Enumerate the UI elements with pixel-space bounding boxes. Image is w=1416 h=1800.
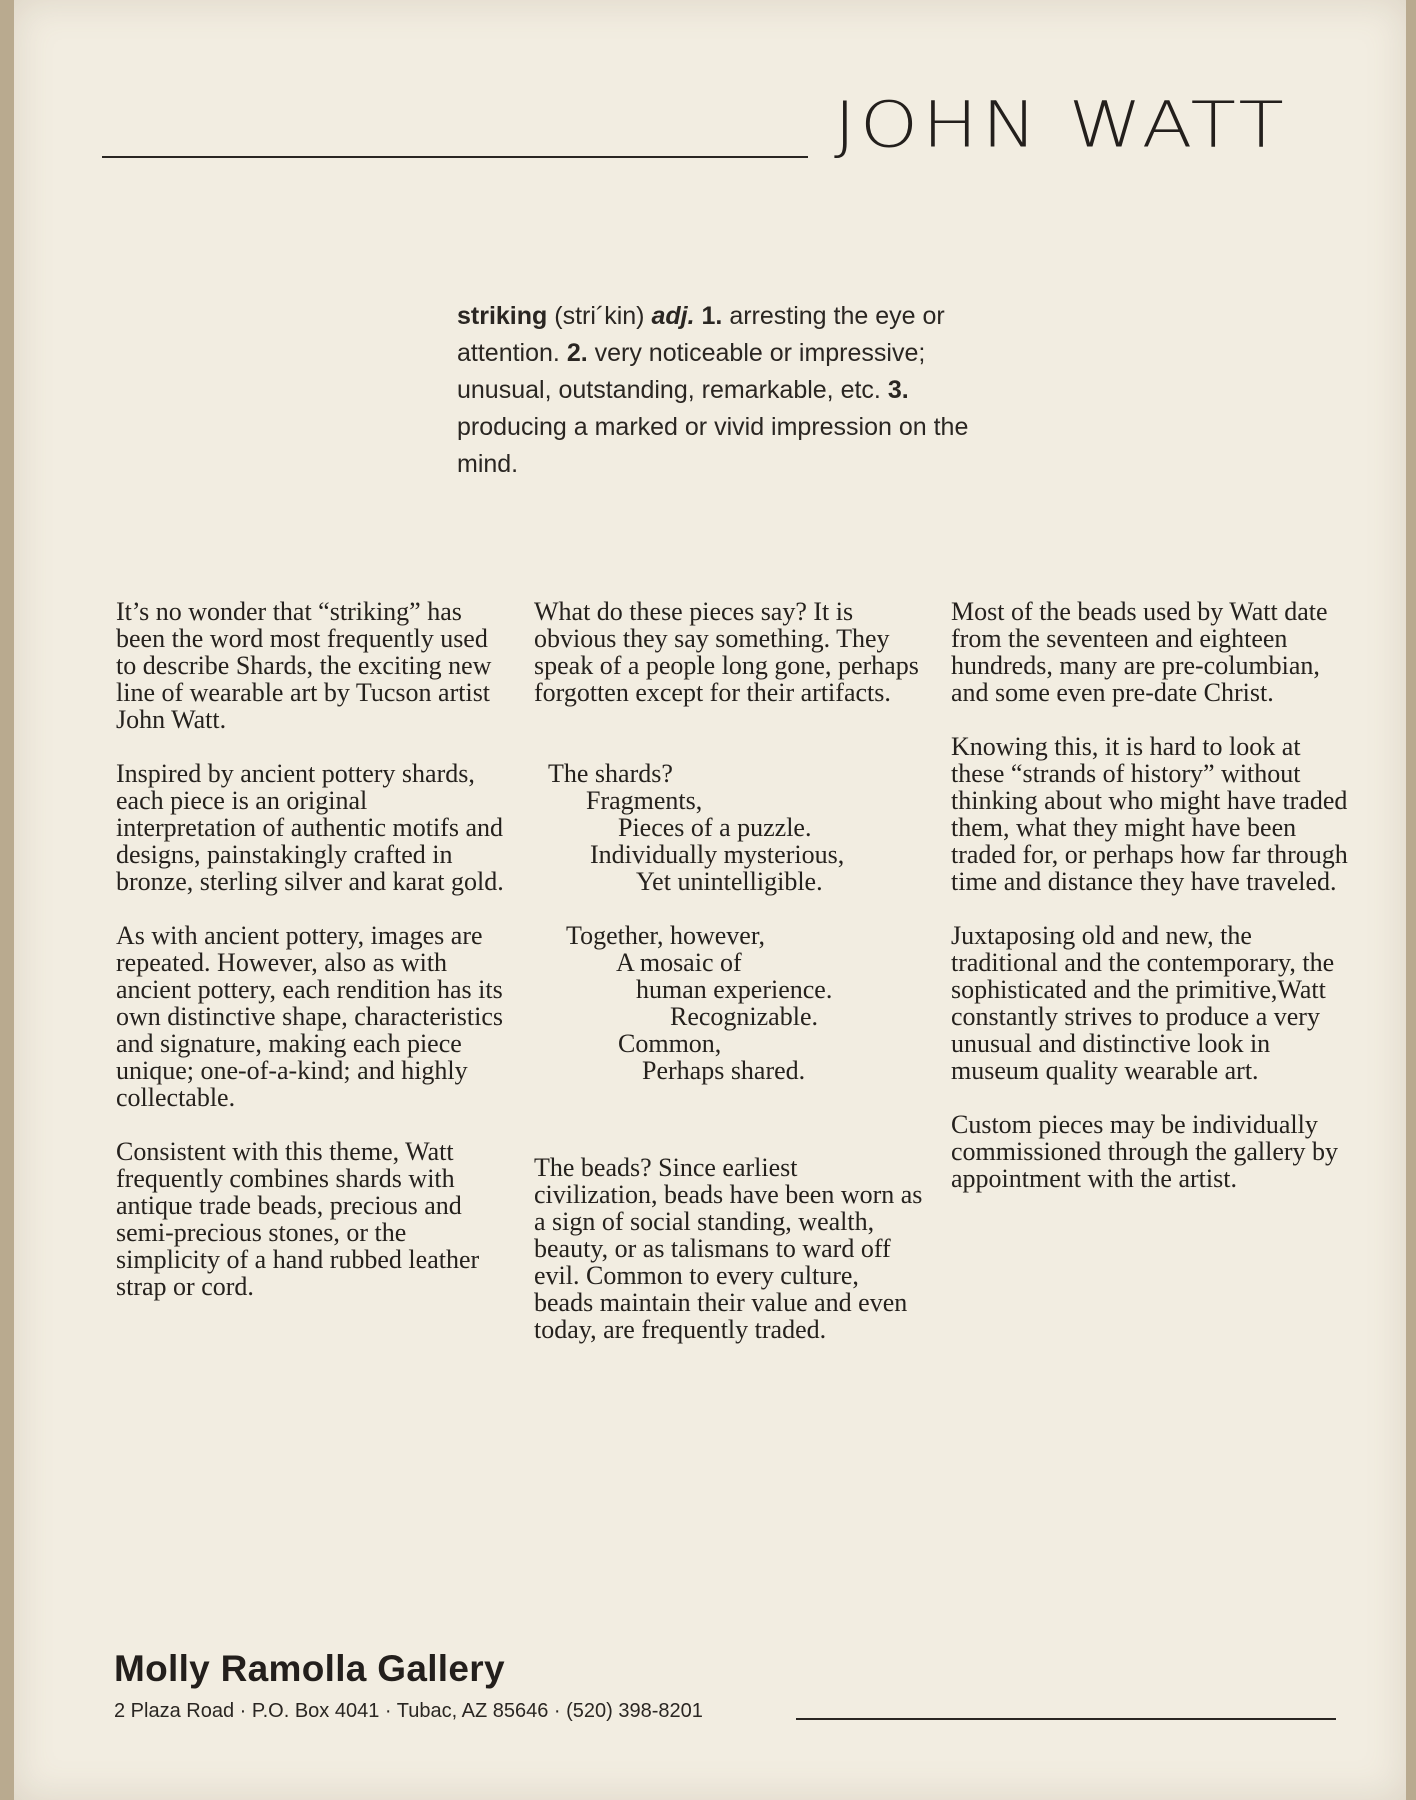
poem-line: Pieces of a puzzle. xyxy=(618,813,812,842)
poem-line: human experience. xyxy=(636,975,833,1004)
poem-line: Yet unintelligible. xyxy=(636,867,823,896)
paragraph-consistent: Consistent with this theme, Watt frequently combines shards with antique trade beads, precious and semi-precious stones, or the simplicity of a hand rubbed leather strap or cord. xyxy=(116,1137,480,1301)
poem-together xyxy=(534,922,924,1084)
definition-pronunciation: (stri´kin) xyxy=(554,302,645,330)
header-rule xyxy=(102,156,808,158)
poem-line: Common, xyxy=(618,1029,722,1058)
poem-line: Perhaps shared. xyxy=(642,1056,806,1085)
definition-sense-1: arresting the eye or attention. xyxy=(457,302,945,367)
paragraph-inspired: Inspired by ancient pottery shards, each piece is an original interpretation of authentic motifs and designs, painstakingly crafted in bronze, sterling silver and karat gold. xyxy=(116,759,504,896)
gallery-address: 2 Plaza Road · P.O. Box 4041 · Tubac, AZ 85646 · (520) 398-8201 xyxy=(114,1700,703,1722)
definition-number-2: 2. xyxy=(566,339,588,367)
poem-line: The shards? xyxy=(548,759,673,788)
column-right xyxy=(951,598,1351,1219)
poem-shards xyxy=(534,760,924,895)
definition-part-of-speech: adj. xyxy=(651,302,695,330)
paragraph-ancient-pottery: As with ancient pottery, images are repeated. However, also as with ancient pottery, each rendition has its own distinctive shape, characteristics and signature, making each piece unique; one-of-a-kind; and highly collectable. xyxy=(116,921,503,1112)
paragraph-striking: It’s no wonder that “striking” has been the word most frequently used to describe Shards, the exciting new line of wearable art by Tucson artist John Watt. xyxy=(116,597,492,734)
poem-line: A mosaic of xyxy=(616,948,742,977)
poem-line: Individually mysterious, xyxy=(590,840,845,869)
paragraph-beads-history: Most of the beads used by Watt date from the seventeen and eighteen hundreds, many are pre-columbian, and some even pre-date Christ. xyxy=(951,597,1328,707)
definition-sense-2: very noticeable or impressive; unusual, outstanding, remarkable, etc. xyxy=(457,339,926,404)
poem-line: Fragments, xyxy=(586,786,703,815)
paragraph-strands-of-history: Knowing this, it is hard to look at these “strands of history” without thinking about who might have traded them, what they might have been traded for, or perhaps how far through time and distance they have traveled. xyxy=(951,732,1348,896)
artist-title: JOHN WATT xyxy=(834,88,1288,162)
paragraph-custom-pieces: Custom pieces may be individually commissioned through the gallery by appointment with the artist. xyxy=(951,1110,1339,1193)
paragraph-beads: The beads? Since earliest civilization, beads have been worn as a sign of social standing, wealth, beauty, or as talismans to ward off evil. Common to every culture, beads maintain their value and even today, are frequently traded. xyxy=(534,1153,923,1344)
paragraph-juxtaposing: Juxtaposing old and new, the traditional and the contemporary, the sophisticated and the primitive,Watt constantly strives to produce a very unusual and distinctive look in museum quality wearable art. xyxy=(951,921,1335,1085)
definition-number-1: 1. xyxy=(701,302,723,330)
footer-rule xyxy=(796,1718,1336,1720)
definition-word: striking xyxy=(457,302,548,330)
column-middle xyxy=(534,598,924,1370)
dictionary-definition xyxy=(457,298,997,483)
definition-sense-3: producing a marked or vivid impression on the mind. xyxy=(457,413,969,478)
definition-number-3: 3. xyxy=(887,376,909,404)
poem-line: Together, however, xyxy=(566,921,765,950)
column-left xyxy=(116,598,506,1327)
gallery-name: Molly Ramolla Gallery xyxy=(114,1648,505,1689)
poem-line: Recognizable. xyxy=(670,1002,818,1031)
paragraph-what-do-pieces-say: What do these pieces say? It is obvious they say something. They speak of a people long gone, perhaps forgotten except for their artifacts. xyxy=(534,597,919,707)
flyer-sheet xyxy=(14,0,1406,1800)
